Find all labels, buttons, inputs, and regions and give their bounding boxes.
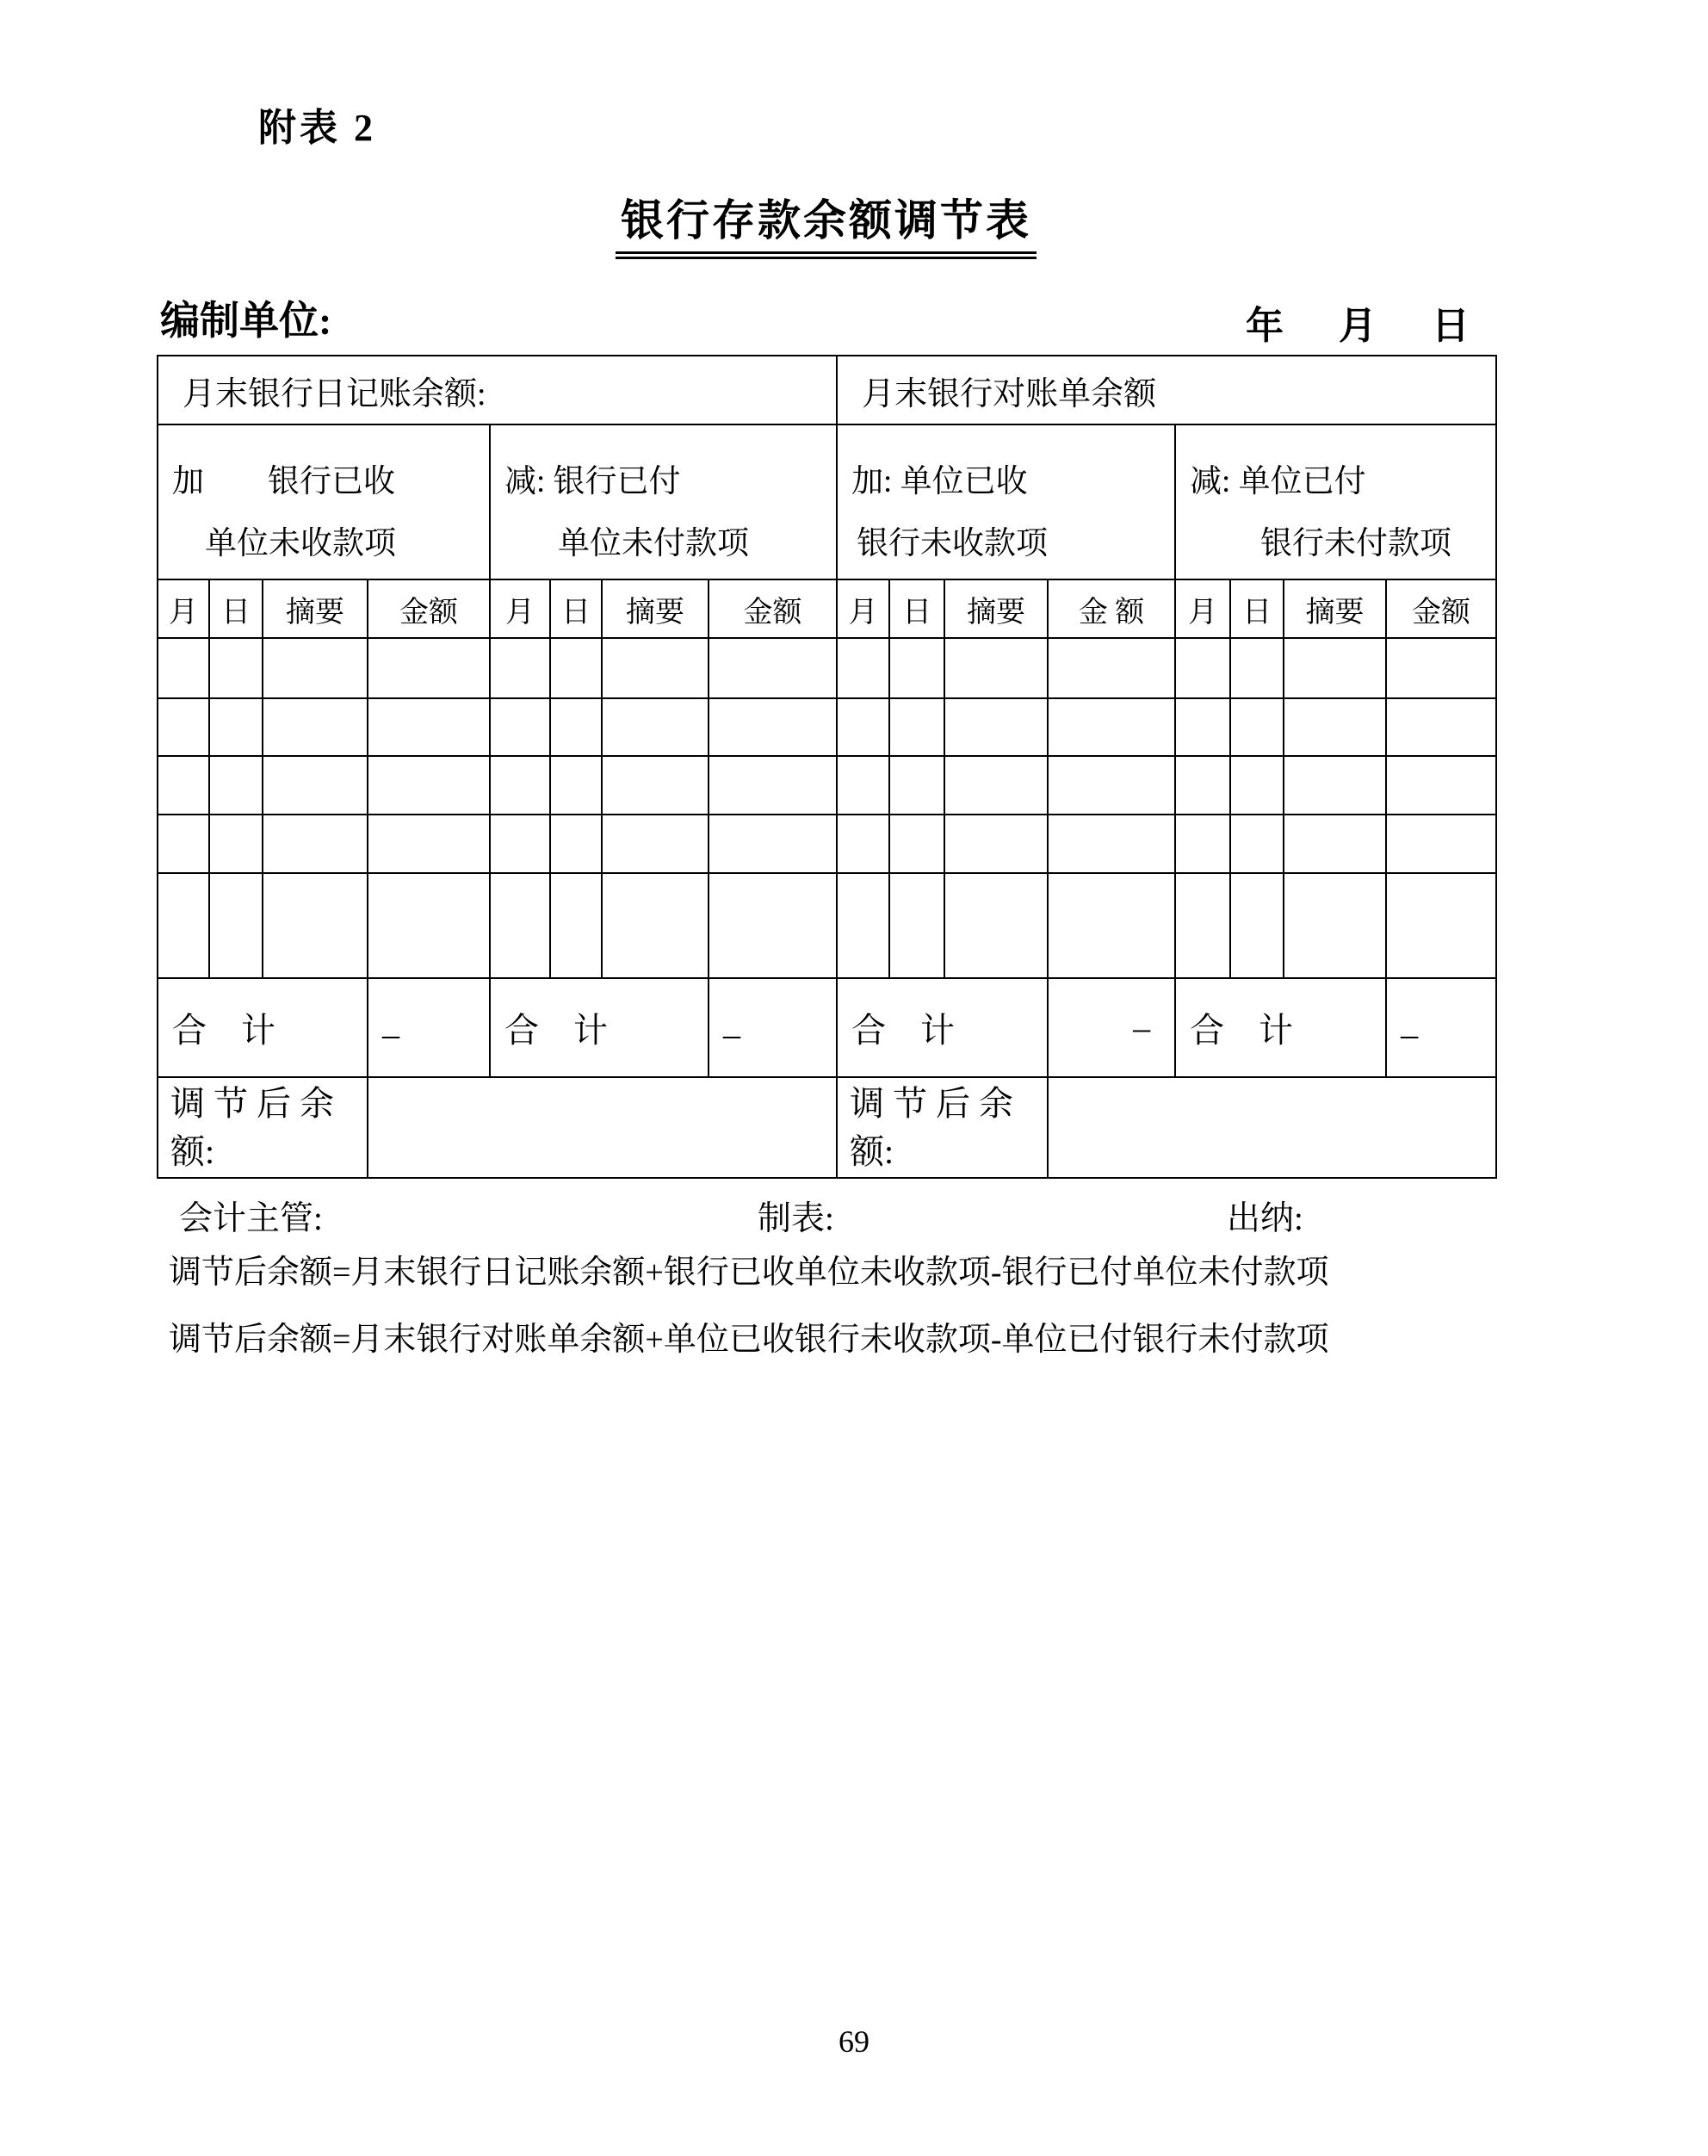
entry-cell [602,698,709,756]
column-header-summary: 摘要 [944,579,1048,638]
entry-cell [368,873,490,978]
entry-cell [1284,638,1386,698]
page-number: 69 [839,2024,869,2059]
formula-line-journal: 调节后余额=月末银行日记账余额+银行已收单位未收款项-银行已付单位未付款项 [169,1255,1329,1291]
column-header-summary: 摘要 [263,579,368,638]
column-header-month: 月 [1175,579,1230,638]
column-header-day: 日 [1230,579,1284,638]
entry-cell [1386,698,1496,756]
date-month-label: 月 [1339,305,1377,347]
entry-cell [1230,638,1284,698]
entry-cell [550,756,602,815]
statement-less-line1: 减: 单位已付 [1190,464,1366,499]
entry-cell [550,638,602,698]
entry-cell [1175,638,1230,698]
entry-cell [490,873,550,978]
cashier-label: 出纳: [1227,1200,1303,1237]
entry-cell [837,815,889,873]
entry-cell [944,873,1048,978]
entry-cell [490,815,550,873]
entry-cell [550,873,602,978]
total-amount-cell: _ [1386,978,1496,1077]
entry-cell [709,873,837,978]
column-header-day: 日 [550,579,602,638]
entry-row [158,698,1496,756]
total-label-cell: 合 计 [158,978,368,1077]
adjusted-balance-row [158,1077,1496,1178]
entry-row [158,873,1496,978]
entry-cell [944,815,1048,873]
column-header-amount: 金额 [709,579,837,638]
adjusted-label-line1: 调 节 后 余 [170,1083,334,1123]
entry-cell [158,638,209,698]
totals-row [158,978,1496,1077]
entry-cell [837,638,889,698]
entry-cell [944,698,1048,756]
journal-less-line2: 单位未付款项 [558,526,749,561]
entry-cell [209,873,263,978]
statement-add-line1: 加: 单位已收 [851,464,1028,499]
entry-cell [1048,815,1175,873]
column-header-row [158,579,1496,638]
statement-less-cell [1175,424,1496,579]
adjusted-label-line2: 额: [850,1131,894,1171]
balance-row [158,356,1496,424]
entry-cell [1175,756,1230,815]
statement-less-line2: 银行未付款项 [1260,526,1452,561]
total-label-cell: 合 计 [490,978,709,1077]
entry-cell [368,756,490,815]
entry-cell [263,638,368,698]
entry-cell [602,815,709,873]
entry-cell [158,698,209,756]
journal-less-line1: 减: 银行已付 [504,464,681,499]
statement-balance-cell: 月末银行对账单余额 [837,356,1496,424]
date-day-label: 日 [1432,305,1470,347]
entry-cell [1230,815,1284,873]
preparer-label: 制表: [758,1200,834,1237]
column-header-month: 月 [490,579,550,638]
entry-cell [1048,873,1175,978]
adjusted-balance-label-cell [837,1077,1048,1178]
entry-cell [490,638,550,698]
entry-cell [1386,815,1496,873]
operations-row [158,424,1496,579]
entry-cell [709,756,837,815]
journal-balance-cell: 月末银行日记账余额: [158,356,837,424]
entry-cell [1048,698,1175,756]
entry-cell [1386,756,1496,815]
entry-cell [1284,698,1386,756]
entry-cell [1175,698,1230,756]
adjusted-balance-label-cell [158,1077,368,1178]
entry-cell [889,815,944,873]
date-label [1246,294,1470,350]
entry-cell [1230,873,1284,978]
entry-cell [158,873,209,978]
total-label-cell: 合 计 [837,978,1048,1077]
column-header-amount: 金额 [1386,579,1496,638]
entry-cell [368,815,490,873]
entry-cell [837,698,889,756]
entry-cell [1230,756,1284,815]
total-amount-cell: _ [368,978,490,1077]
appendix-label: 附表 2 [258,107,376,149]
entry-cell [1284,873,1386,978]
entry-cell [209,815,263,873]
entry-cell [1386,638,1496,698]
journal-add-line1: 加 银行已收 [172,464,395,499]
entry-cell [263,873,368,978]
journal-add-line2: 单位未收款项 [205,526,396,561]
total-amount-cell: _ [709,978,837,1077]
entry-cell [263,756,368,815]
formula-line-statement: 调节后余额=月末银行对账单余额+单位已收银行未收款项-单位已付银行未付款项 [169,1322,1329,1358]
entry-cell [158,815,209,873]
column-header-amount: 金 额 [1048,579,1175,638]
total-label-cell: 合 计 [1175,978,1386,1077]
entry-cell [368,638,490,698]
column-header-amount: 金额 [368,579,490,638]
entry-cell [1284,756,1386,815]
entry-cell [209,638,263,698]
entry-cell [944,638,1048,698]
entry-cell [709,815,837,873]
column-header-month: 月 [158,579,209,638]
column-header-summary: 摘要 [602,579,709,638]
entry-cell [837,873,889,978]
entry-row [158,638,1496,698]
entry-cell [209,756,263,815]
column-header-day: 日 [889,579,944,638]
entry-cell [709,698,837,756]
page-title: 银行存款余额调节表 [616,186,1037,259]
entry-cell [1048,638,1175,698]
statement-add-cell [837,424,1175,579]
adjusted-balance-value-cell [368,1077,837,1178]
entry-row [158,756,1496,815]
date-year-label: 年 [1246,305,1284,347]
entry-cell [889,638,944,698]
entry-cell [889,756,944,815]
entry-cell [209,698,263,756]
entry-cell [158,756,209,815]
adjusted-label-line2: 额: [170,1131,215,1171]
entry-cell [1230,698,1284,756]
entry-cell [1175,873,1230,978]
entry-cell [889,873,944,978]
supervisor-label: 会计主管: [179,1200,323,1237]
entry-cell [602,756,709,815]
entry-cell [709,638,837,698]
prepared-by-label: 编制单位: [160,299,332,343]
journal-add-cell [158,424,490,579]
column-header-month: 月 [837,579,889,638]
adjusted-balance-value-cell [1048,1077,1496,1178]
entry-cell [889,698,944,756]
total-amount-cell: – [1048,978,1175,1077]
adjusted-label-line1: 调 节 后 余 [850,1083,1014,1123]
entry-cell [550,698,602,756]
entry-cell [602,638,709,698]
entry-cell [1048,756,1175,815]
entry-cell [263,815,368,873]
entry-cell [263,698,368,756]
entry-cell [1284,815,1386,873]
entry-cell [1175,815,1230,873]
entry-cell [944,756,1048,815]
entry-cell [837,756,889,815]
entry-cell [1386,873,1496,978]
journal-less-cell [490,424,837,579]
column-header-day: 日 [209,579,263,638]
entry-cell [602,873,709,978]
entry-cell [490,756,550,815]
reconciliation-table [157,355,1497,1179]
entry-cell [368,698,490,756]
entry-cell [490,698,550,756]
entry-cell [550,815,602,873]
statement-add-line2: 银行未收款项 [857,526,1049,561]
column-header-summary: 摘要 [1284,579,1386,638]
entry-row [158,815,1496,873]
title-area [157,186,1495,259]
